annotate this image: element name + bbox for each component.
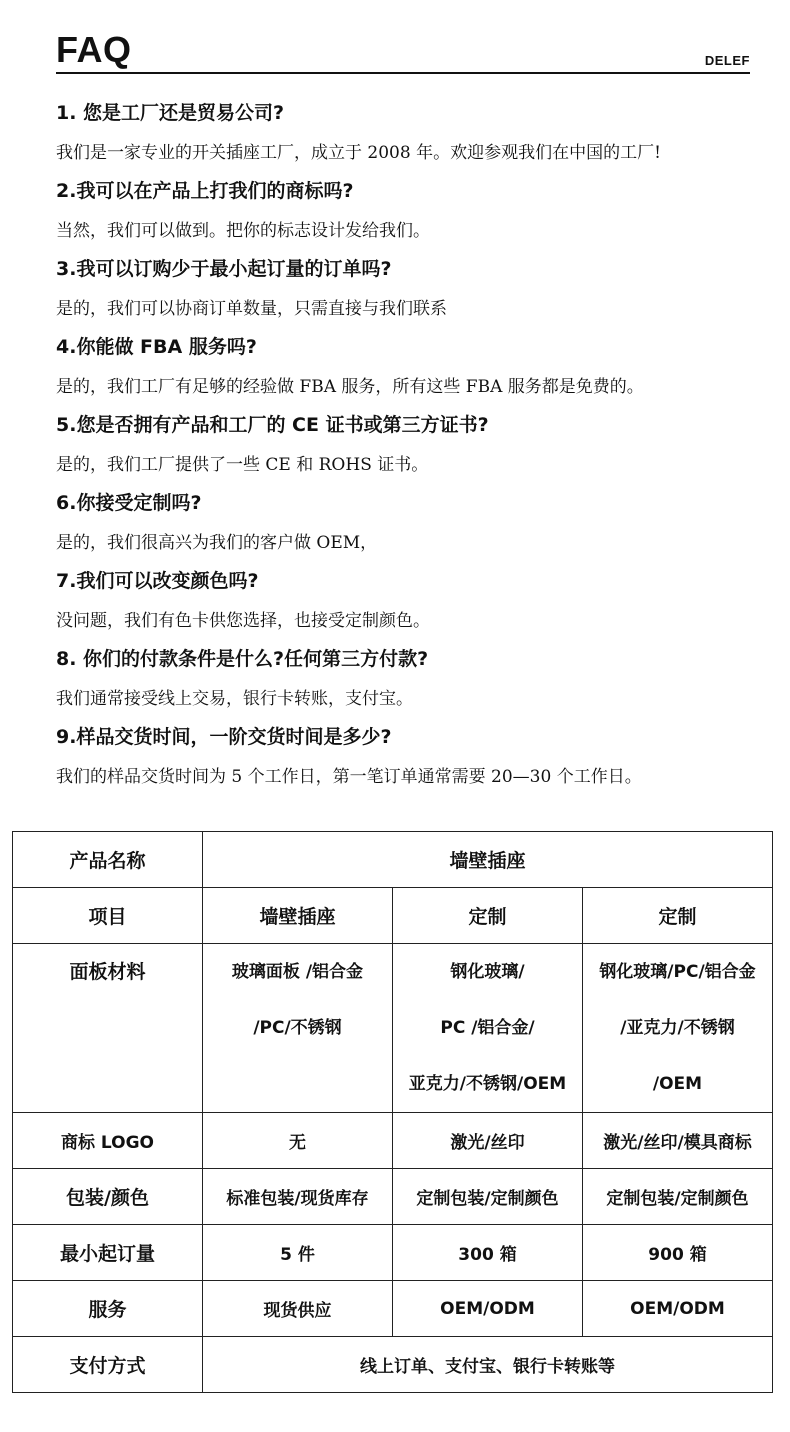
table-cell: 激光/丝印 (393, 1113, 583, 1169)
faq-question: 9.样品交货时间，一阶交货时间是多少? (56, 726, 392, 748)
column-header: 定制 (583, 888, 773, 944)
faq-question: 8. 你们的付款条件是什么?任何第三方付款? (56, 648, 429, 670)
table-cell: 300 箱 (393, 1225, 583, 1281)
faq-answer: 是的，我们工厂有足够的经验做 FBA 服务，所有这些 FBA 服务都是免费的。 (56, 377, 644, 397)
table-cell (583, 944, 773, 1113)
payment-value: 线上订单、支付宝、银行卡转账等 (203, 1337, 773, 1393)
faq-item (56, 252, 756, 330)
table-row (13, 832, 773, 888)
faq-question: 6.你接受定制吗? (56, 492, 202, 514)
table-row (13, 1169, 773, 1225)
product-name-value: 墙壁插座 (203, 832, 773, 888)
faq-question: 5.您是否拥有产品和工厂的 CE 证书或第三方证书? (56, 414, 489, 436)
item-label: 项目 (13, 888, 203, 944)
faq-item (56, 720, 756, 798)
table-cell: OEM/ODM (583, 1281, 773, 1337)
faq-question: 3.我可以订购少于最小起订量的订单吗? (56, 258, 392, 280)
panel-material-label (13, 944, 203, 1113)
product-spec-table (12, 831, 773, 1393)
faq-question: 7.我们可以改变颜色吗? (56, 570, 259, 592)
cell-line: 钢化玻璃/ (450, 962, 525, 982)
faq-list (56, 96, 756, 798)
cell-line: 玻璃面板 /铝合金 (231, 962, 364, 982)
faq-item (56, 564, 756, 642)
faq-item (56, 408, 756, 486)
faq-answer: 当然，我们可以做到。把你的标志设计发给我们。 (56, 221, 430, 241)
table-row (13, 944, 773, 1113)
faq-item (56, 330, 756, 408)
faq-answer: 是的，我们可以协商订单数量，只需直接与我们联系 (56, 299, 447, 319)
cell-line: PC /铝合金/ (440, 1018, 535, 1038)
faq-answer: 没问题，我们有色卡供您选择，也接受定制颜色。 (56, 611, 430, 631)
panel-material-label-text: 面板材料 (69, 961, 146, 983)
faq-answer: 我们通常接受线上交易，银行卡转账，支付宝。 (56, 689, 413, 709)
column-header: 定制 (393, 888, 583, 944)
cell-line: 亚克力/不锈钢/OEM (408, 1074, 567, 1094)
table-row (13, 1113, 773, 1169)
brand-name: DELEF (704, 53, 750, 68)
table-cell: 5 件 (203, 1225, 393, 1281)
table-cell: 激光/丝印/模具商标 (583, 1113, 773, 1169)
logo-label: 商标 LOGO (13, 1113, 203, 1169)
table-cell: 现货供应 (203, 1281, 393, 1337)
table-cell: 定制包装/定制颜色 (393, 1169, 583, 1225)
table-cell: 定制包装/定制颜色 (583, 1169, 773, 1225)
table-cell (393, 944, 583, 1113)
table-cell (203, 944, 393, 1113)
table-cell: 无 (203, 1113, 393, 1169)
faq-item (56, 486, 756, 564)
table-cell: 900 箱 (583, 1225, 773, 1281)
table-row (13, 888, 773, 944)
faq-answer: 是的，我们工厂提供了一些 CE 和 ROHS 证书。 (56, 455, 429, 475)
faq-header (56, 28, 750, 74)
service-label: 服务 (13, 1281, 203, 1337)
cell-line: /PC/不锈钢 (253, 1018, 342, 1038)
faq-answer: 我们的样品交货时间为 5 个工作日，第一笔订单通常需要 20—30 个工作日。 (56, 767, 642, 787)
faq-answer: 是的，我们很高兴为我们的客户做 OEM， (56, 533, 378, 553)
cell-line: /亚克力/不锈钢 (620, 1018, 735, 1038)
cell-line: 钢化玻璃/PC/铝合金 (599, 962, 756, 982)
faq-item (56, 642, 756, 720)
table-cell: OEM/ODM (393, 1281, 583, 1337)
faq-item (56, 174, 756, 252)
faq-question: 1. 您是工厂还是贸易公司? (56, 102, 285, 124)
page-title: FAQ (56, 29, 132, 70)
moq-label: 最小起订量 (13, 1225, 203, 1281)
faq-item (56, 96, 756, 174)
faq-answer: 我们是一家专业的开关插座工厂，成立于 2008 年。欢迎参观我们在中国的工厂! (56, 143, 661, 163)
payment-label: 支付方式 (13, 1337, 203, 1393)
column-header: 墙壁插座 (203, 888, 393, 944)
table-row (13, 1281, 773, 1337)
table-row (13, 1337, 773, 1393)
packaging-label: 包装/颜色 (13, 1169, 203, 1225)
product-name-label: 产品名称 (13, 832, 203, 888)
table-cell: 标准包装/现货库存 (203, 1169, 393, 1225)
cell-line: /OEM (652, 1074, 703, 1094)
faq-question: 4.你能做 FBA 服务吗? (56, 336, 257, 358)
table-row (13, 1225, 773, 1281)
faq-question: 2.我可以在产品上打我们的商标吗? (56, 180, 354, 202)
